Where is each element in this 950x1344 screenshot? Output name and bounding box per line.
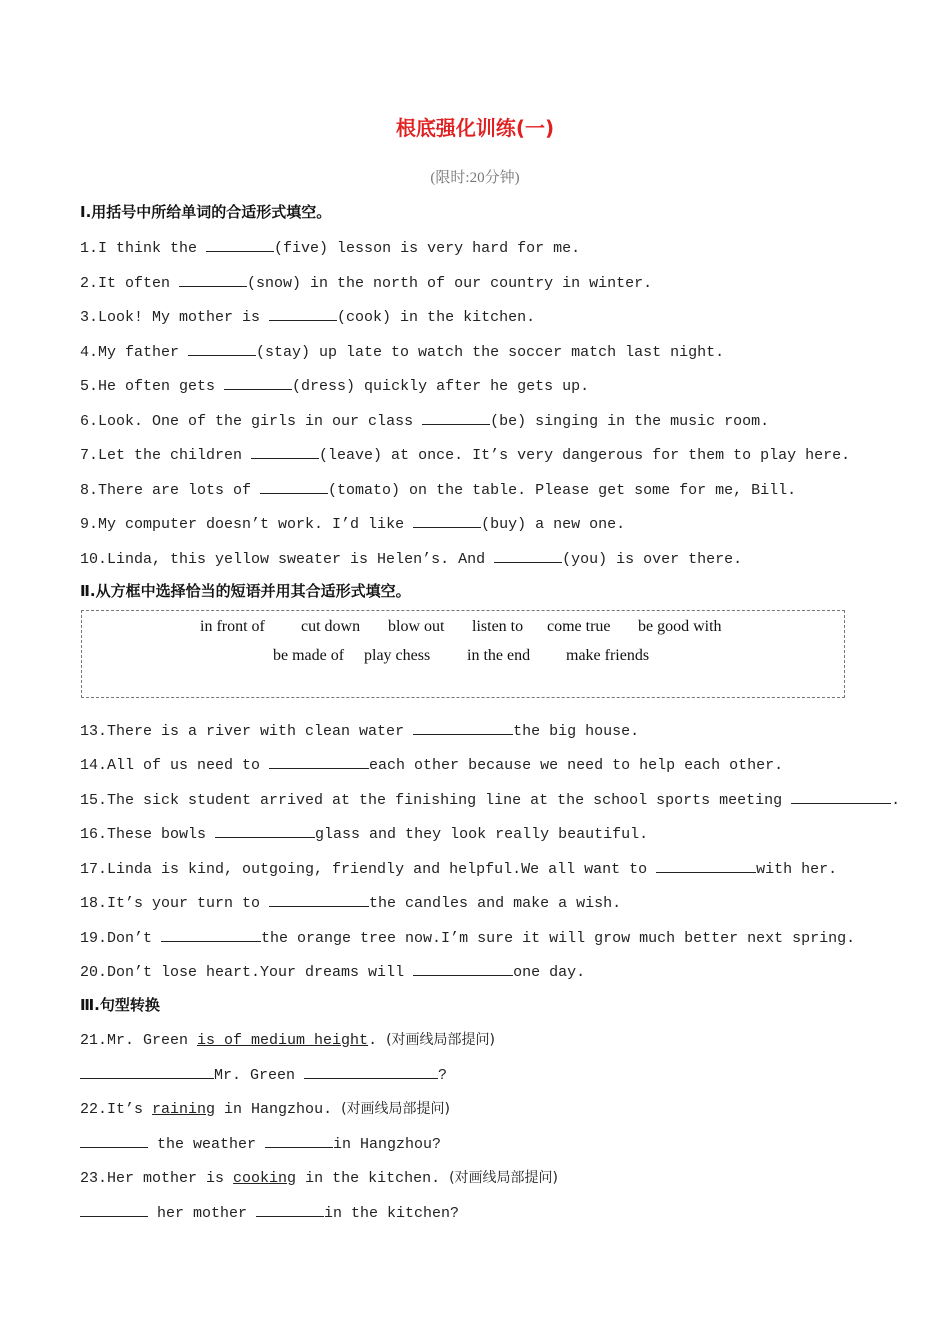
question-text: one day. (513, 964, 586, 981)
question-number: 6. (80, 413, 99, 430)
question-14 (80, 753, 783, 774)
question-3 (80, 305, 535, 326)
question-text: These bowls (107, 826, 216, 843)
instruction-note: (对画线局部提问) (341, 1101, 451, 1117)
question-text: (tomato) on the table. Please get some for me, Bill. (328, 482, 797, 499)
answer-blank[interactable] (413, 719, 513, 735)
question-8 (80, 478, 796, 499)
question-9 (80, 512, 625, 533)
question-4 (80, 340, 724, 361)
answer-blank[interactable] (413, 960, 513, 976)
underlined-part: cooking (233, 1170, 297, 1187)
answer-blank[interactable] (269, 891, 369, 907)
question-text: (stay) up late to watch the soccer match last night. (256, 344, 725, 361)
question-text: (be) singing in the music room. (490, 413, 770, 430)
question-number: 15. (80, 792, 108, 809)
answer-blank[interactable] (80, 1201, 148, 1217)
question-text: Linda, this yellow sweater is Helen’s. And (107, 551, 495, 568)
question-18 (80, 891, 621, 912)
question-text: Her mother is (107, 1170, 234, 1187)
question-number: 9. (80, 516, 99, 533)
question-text: each other because we need to help each other. (369, 757, 784, 774)
question-text: Look. One of the girls in our class (98, 413, 423, 430)
answer-text: the weather (148, 1136, 266, 1153)
phrase-box (81, 610, 845, 698)
question-5 (80, 374, 589, 395)
question-16 (80, 822, 648, 843)
question-number: 1. (80, 240, 99, 257)
phrase-option: make friends (566, 647, 650, 664)
phrase-option: be good with (638, 618, 722, 635)
instruction-note: (对画线局部提问) (386, 1032, 496, 1048)
question-text: The sick student arrived at the finishing line at the school sports meeting (107, 792, 792, 809)
answer-blank[interactable] (80, 1063, 214, 1079)
answer-blank[interactable] (265, 1132, 333, 1148)
question-number: 20. (80, 964, 108, 981)
question-number: 16. (80, 826, 108, 843)
answer-blank[interactable] (422, 409, 490, 425)
answer-text: her mother (148, 1205, 257, 1222)
question-text: Don’t (107, 930, 162, 947)
question-text: (buy) a new one. (481, 516, 626, 533)
question-text: He often gets (98, 378, 225, 395)
answer-blank[interactable] (161, 926, 261, 942)
question-text: (leave) at once. It’s very dangerous for them to play here. (319, 447, 851, 464)
answer-blank[interactable] (188, 340, 256, 356)
question-text: (dress) quickly after he gets up. (292, 378, 590, 395)
question-21 (80, 1029, 495, 1049)
phrase-option: cut down (301, 618, 361, 635)
question-number: 3. (80, 309, 99, 326)
question-number: 22. (80, 1101, 108, 1118)
question-number: 23. (80, 1170, 108, 1187)
question-text: There are lots of (98, 482, 261, 499)
phrase-option: listen to (472, 618, 524, 635)
section1-heading: Ⅰ.用括号中所给单词的合适形式填空。 (80, 203, 332, 221)
answer-line-23 (80, 1201, 459, 1222)
question-2 (80, 271, 652, 292)
answer-blank[interactable] (269, 753, 369, 769)
question-text: (five) lesson is very hard for me. (274, 240, 581, 257)
answer-blank[interactable] (224, 374, 292, 390)
answer-blank[interactable] (206, 236, 274, 252)
question-number: 14. (80, 757, 108, 774)
question-text: My computer doesn’t work. I’d like (98, 516, 414, 533)
question-text: Linda is kind, outgoing, friendly and helpful.We all want to (107, 861, 657, 878)
answer-blank[interactable] (256, 1201, 324, 1217)
question-text: the orange tree now.I’m sure it will grow much better next spring. (261, 930, 856, 947)
phrase-option: be made of (273, 647, 345, 664)
section2-heading: Ⅱ.从方框中选择恰当的短语并用其合适形式填空。 (80, 582, 411, 600)
answer-text: Mr. Green (214, 1067, 305, 1084)
question-1 (80, 236, 580, 257)
page-title: 根底强化训练(一) (395, 116, 555, 140)
question-text: glass and they look really beautiful. (315, 826, 649, 843)
answer-blank[interactable] (304, 1063, 438, 1079)
answer-blank[interactable] (179, 271, 247, 287)
question-6 (80, 409, 769, 430)
answer-text: in Hangzhou? (333, 1136, 442, 1153)
phrase-option: come true (547, 618, 611, 635)
answer-blank[interactable] (413, 512, 481, 528)
answer-blank[interactable] (215, 822, 315, 838)
question-number: 19. (80, 930, 108, 947)
underlined-part: raining (152, 1101, 216, 1118)
question-number: 5. (80, 378, 99, 395)
answer-text: in the kitchen? (324, 1205, 460, 1222)
phrase-option: in front of (200, 618, 265, 635)
question-number: 18. (80, 895, 108, 912)
question-text: the candles and make a wish. (369, 895, 622, 912)
question-text: (you) is over there. (562, 551, 743, 568)
question-number: 21. (80, 1032, 108, 1049)
answer-text: ? (438, 1067, 448, 1084)
question-number: 17. (80, 861, 108, 878)
answer-blank[interactable] (494, 547, 562, 563)
question-text: Don’t lose heart.Your dreams will (107, 964, 414, 981)
question-text: I think the (98, 240, 207, 257)
question-10 (80, 547, 742, 568)
question-number: 8. (80, 482, 99, 499)
answer-blank[interactable] (80, 1132, 148, 1148)
answer-blank[interactable] (791, 788, 891, 804)
question-text: My father (98, 344, 189, 361)
question-text: . (891, 792, 901, 809)
question-text: Mr. Green (107, 1032, 198, 1049)
phrase-option: play chess (364, 647, 431, 664)
answer-blank[interactable] (269, 305, 337, 321)
answer-line-22 (80, 1132, 441, 1153)
question-text: with her. (756, 861, 838, 878)
question-text: It’s (107, 1101, 153, 1118)
question-13 (80, 719, 639, 740)
question-text: All of us need to (107, 757, 270, 774)
question-number: 2. (80, 275, 99, 292)
answer-blank[interactable] (260, 478, 328, 494)
question-number: 10. (80, 551, 108, 568)
question-20 (80, 960, 585, 981)
question-text: Look! My mother is (98, 309, 270, 326)
question-text: . (368, 1032, 387, 1049)
question-text: (cook) in the kitchen. (337, 309, 536, 326)
question-number: 13. (80, 723, 108, 740)
question-17 (80, 857, 837, 878)
answer-line-21 (80, 1063, 447, 1084)
question-text: (snow) in the north of our country in winter. (247, 275, 653, 292)
section3-heading: Ⅲ.句型转换 (80, 996, 160, 1014)
time-limit: (限时:20分钟) (430, 170, 520, 186)
question-text: in the kitchen. (296, 1170, 450, 1187)
question-text: There is a river with clean water (107, 723, 414, 740)
underlined-part: is of medium height (197, 1032, 369, 1049)
answer-blank[interactable] (656, 857, 756, 873)
instruction-note: (对画线局部提问) (449, 1170, 559, 1186)
question-text: It’s your turn to (107, 895, 270, 912)
question-text: It often (98, 275, 180, 292)
question-15 (80, 788, 900, 809)
question-19 (80, 926, 855, 947)
answer-blank[interactable] (251, 443, 319, 459)
question-23 (80, 1167, 558, 1187)
question-text: Let the children (98, 447, 252, 464)
question-22 (80, 1098, 450, 1118)
phrase-option: in the end (467, 647, 531, 664)
phrase-option: blow out (388, 618, 445, 635)
question-7 (80, 443, 850, 464)
question-text: the big house. (513, 723, 640, 740)
question-number: 7. (80, 447, 99, 464)
question-number: 4. (80, 344, 99, 361)
question-text: in Hangzhou. (215, 1101, 342, 1118)
